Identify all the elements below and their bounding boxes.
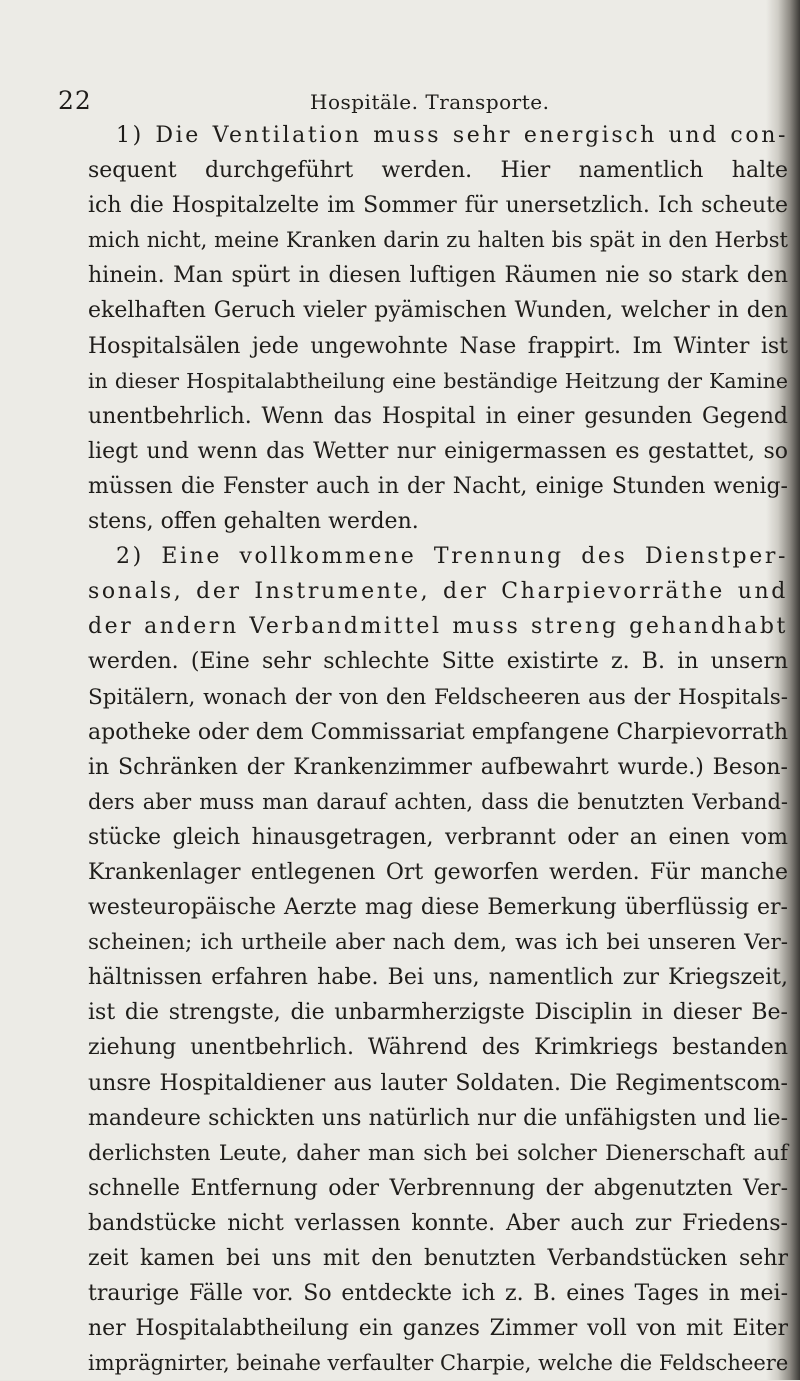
text-line: stücke gleich hinausgetragen, verbrannt oder an einen vom: [88, 824, 788, 850]
text-line: westeuropäische Aerzte mag diese Bemerkung überflüssig er-: [88, 895, 788, 921]
text-line: scheinen; ich urtheile aber nach dem, was ich bei unseren Ver-: [88, 930, 788, 956]
text-line: schnelle Entfernung oder Verbrennung der abgenutzten Ver-: [88, 1175, 788, 1201]
text-line: unentbehrlich. Wenn das Hospital in einer gesunden Gegend: [88, 403, 788, 429]
page-number: 22: [58, 86, 92, 115]
text-line: hältnissen erfahren habe. Bei uns, namentlich zur Kriegszeit,: [88, 965, 788, 991]
text-line: Hospitalsälen jede ungewohnte Nase frappirt. Im Winter ist: [88, 333, 788, 359]
text-line: Spitälern, wonach der von den Feldscheeren aus der Hospitals-: [88, 684, 788, 710]
text-line: ziehung unentbehrlich. Während des Krimkriegs bestanden: [88, 1035, 788, 1061]
text-line: stens, offen gehalten werden.: [88, 509, 419, 535]
text-line: Krankenlager entlegenen Ort geworfen werden. Für manche: [88, 859, 788, 885]
running-title: Hospitäle. Transporte.: [310, 90, 550, 114]
text-line: derlichsten Leute, daher man sich bei solcher Dienerschaft auf: [88, 1140, 788, 1166]
text-line: sequent durchgeführt werden. Hier namentlich halte: [88, 158, 788, 184]
text-line: bandstücke nicht verlassen konnte. Aber auch zur Friedens-: [88, 1210, 788, 1236]
text-line: imprägnirter, beinahe verfaulter Charpie, welche die Feldscheere: [88, 1351, 789, 1376]
text-line: 1) Die Ventilation muss sehr energisch und con-: [116, 123, 788, 148]
text-line: ich die Hospitalzelte im Sommer für unersetzlich. Ich scheute: [88, 193, 788, 219]
text-line: apotheke oder dem Commissariat empfangene Charpievorrath: [88, 719, 788, 745]
text-line: zeit kamen bei uns mit den benutzten Verbandstücken sehr: [88, 1246, 788, 1271]
text-line: ist die strengste, die unbarmherzigste Disciplin in dieser Be-: [88, 1000, 788, 1026]
text-line: traurige Fälle vor. So entdeckte ich z. B. eines Tages in mei-: [88, 1281, 788, 1307]
text-line: ner Hospitalabtheilung ein ganzes Zimmer voll von mit Eiter: [88, 1316, 788, 1342]
text-line: mandeure schickten uns natürlich nur die unfähigsten und lie-: [88, 1105, 788, 1131]
text-line: in Schränken der Krankenzimmer aufbewahrt wurde.) Beson-: [88, 754, 788, 780]
text-line: in dieser Hospitalabtheilung eine beständige Heitzung der Kamine: [88, 368, 788, 393]
text-line: ekelhaften Geruch vieler pyämischen Wunden, welcher in den: [88, 298, 788, 324]
text-line: der andern Verbandmittel muss streng gehandhabt: [88, 614, 788, 640]
text-line: unsre Hospitaldiener aus lauter Soldaten. Die Regimentscom-: [88, 1070, 788, 1096]
text-line: ders aber muss man darauf achten, dass die benutzten Verband-: [88, 789, 788, 814]
text-line: müssen die Fenster auch in der Nacht, einige Stunden wenig-: [88, 473, 788, 499]
text-line: mich nicht, meine Kranken darin zu halten bis spät in den Herbst: [88, 228, 788, 253]
text-line: werden. (Eine sehr schlechte Sitte existirte z. B. in unsern: [88, 649, 788, 675]
text-line: hinein. Man spürt in diesen luftigen Räumen nie so stark den: [88, 263, 788, 289]
body-text: [88, 118, 788, 1381]
text-line: 2) Eine vollkommene Trennung des Dienstper-: [116, 544, 788, 570]
text-line: liegt und wenn das Wetter nur einigermassen es gestattet, so: [88, 438, 788, 464]
page-header: [58, 86, 778, 116]
text-line: sonals, der Instrumente, der Charpievorräthe und: [88, 579, 788, 605]
